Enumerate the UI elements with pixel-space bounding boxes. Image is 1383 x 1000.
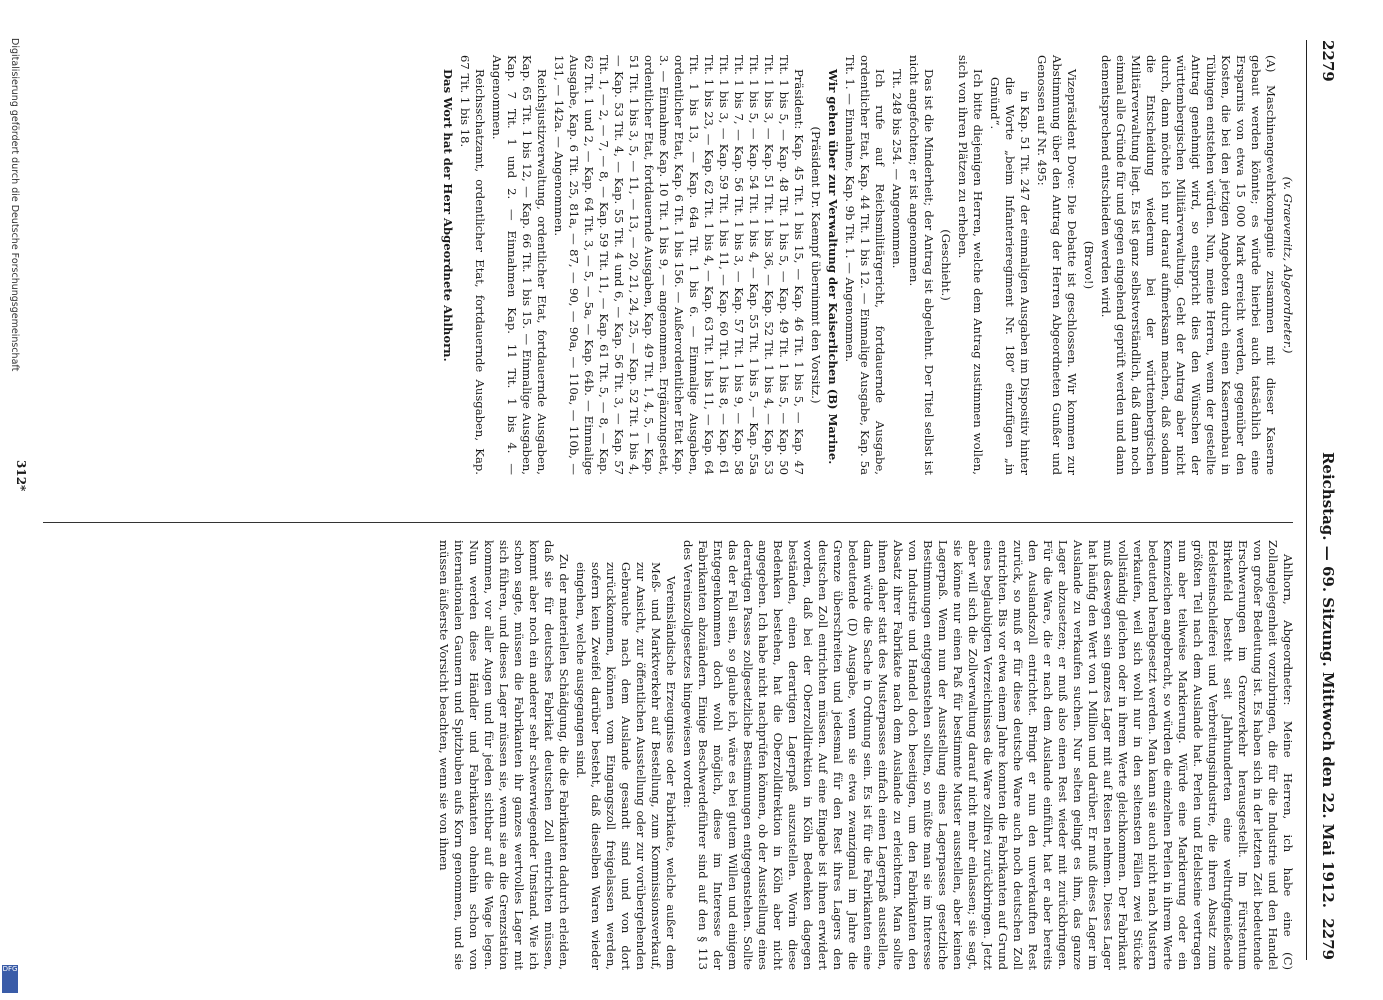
- page-header: [1311, 40, 1341, 960]
- page-number-left: 2279: [1319, 40, 1337, 82]
- digitization-credit: [6, 38, 22, 973]
- paragraph: Das Wort hat der Herr Abgeordnete Ahlhorn.: [441, 69, 455, 362]
- paragraph: Ahlhorn, Abgeordneter: Meine Herren, ich habe eine (C) Zollangelegenheit vorzubringen, die für die Industrie und den Handel von großer Bedeutung ist. Es haben sich in der letzten Zeit bedeutende Erschwerungen im Grenzverkehr herausgestellt. Im Fürstentum Birkenfeld besteht seit Jahrhunderten eine weltrufgenießende Edelsteinschleiferei und Verbreitungsindustrie, die ihren Absatz zum größten Teil nach dem Auslande hat. Perlen und Edelsteine vertragen nun aber teilweise Markierung. Würde eine Markierung oder ein Kennzeichen angebracht, so würden die einzelnen Perlen in ihrem Werte bedeutend herabgesetzt werden. Man kann sie auch nicht nach Mustern verkaufen, weil sich wohl nur in den seltensten Fällen zwei Stücke vollständig gleichen oder in ihrem Werte gleichkommen. Der Fabrikant muß deswegen sein ganzes Lager mit auf Reisen nehmen. Dieses Lager hat häufig den Wert von 1 Million und darüber. Er muß dieses Lager im Auslande zu verkaufen suchen. Nur selten gelingt es ihm, das ganze Lager abzusetzen; er muß also einen Rest wieder mit zurückbringen. Für die Ware, die er nach dem Auslande einführt, hat er aber bereits den Auslandszoll entrichtet. Bringt er nun den unverkauften Rest zurück, so muß er für diese deutsche Ware auch noch deutschen Zoll entrichten. Bis vor etwa einem Jahre konnten die Fabrikanten auf Grund eines beglaubigten Verzeichnisses die Ware zollfrei zurückbringen. Jetzt aber will sich die Zollverwaltung darauf nicht mehr einlassen; sie sagt, sie könne nur einen Paß für bestimmte Muster ausstellen, aber keinen Lagerpaß. Wenn nun der Ausstellung eines Lagerpasses gesetzliche Bestimmungen entgegenstehen sollten, so müßte man sie im Interesse von Industrie und Handel doch beseitigen, um den Fabrikanten den Absatz ihrer Fabrikate nach dem Auslande zu erleichtern. Man sollte ihnen daher statt des Musterpasses einfach einen Lagerpaß ausstellen, dann würde die Sache in Ordnung sein. Es ist für die Fabrikanten eine bedeutende (D) Ausgabe, wenn sie etwa zwanzigmal im Jahre die Grenze überschreiten und jedesmal für den Rest ihres Lagers den deutschen Zoll entrichten müssen. Auf eine Eingabe ist ihnen erwidert worden, daß bei der Oberzolldirektion in Köln Bedenken dagegen beständen, einen derartigen Lagerpaß auszustellen. Worin diese Bedenken bestehen, hat die Oberzolldirektion in Köln aber nicht angegeben. Ich habe nicht nachprüfen können, ob der Ausstellung eines derartigen Passes zollgesetzliche Bestimmungen entgegenstehen. Sollte das der Fall sein, so glaube ich, wäre es bei gutem Willen und einigem Entgegenkommen doch wohl möglich, diese im Interesse der Fabrikanten abzuändern. Einige Beschwerdeführer sind auf den § 113 des Vereinszollgesetzes hingewiesen worden:: [681, 540, 1295, 970]
- page-number-right: 2279: [1319, 918, 1337, 960]
- speaker-tag: (v. Graevenitz, Abgeordneter.): [1281, 176, 1295, 354]
- paragraph: Zu der materiellen Schädigung, die die Fabrikanten dadurch erleiden, daß sie für deutsches Fabrikat deutschen Zoll entrichten müssen, kommt aber noch ein anderer sehr schwerwiegender Umstand. Wie ich schon sagte, müssen die Fabrikanten ihr ganzes wertvolles Lager mit sich führen, und dieses Lager müssen sie, wenn sie an die Grenzstation kommen, vor aller Augen und für jeden sichtbar auf die Wage legen. Nun werden diese Händler und Fabrikanten ohnehin schon von internationalen Gaunern und Spitzbuben aufs Korn genommen, und sie müssen äußerste Vorsicht beachten, wenn sie von ihnen: [437, 540, 571, 970]
- paragraph: Ich bitte diejenigen Herren, welche dem Antrag zustimmen wollen, sich von ihren Plätzen zu erheben.: [956, 55, 985, 475]
- column-right: [438, 55, 1295, 475]
- credit-text: Digitalisierung gefördert durch die Deutsche Forschungsgemeinschaft: [9, 38, 20, 372]
- paragraph: Wir gehen über zur Verwaltung der Kaiserlichen (B) Marine.: [826, 69, 840, 465]
- header-rule: [1306, 40, 1307, 960]
- interjection: (Bravo!): [1082, 240, 1096, 290]
- interjection: (Geschieht.): [939, 229, 953, 301]
- paragraph: Präsident: Kap. 45 Tit. 1 bis 15, — Kap. 46 Tit. 1 bis 5, — Kap. 47 Tit. 1 bis 5, — Kap. 48 Tit. 1 bis 5, — Kap. 49 Tit. 1 bis 5, — Kap. 50 Tit. 1 bis 3, — Kap. 51 Tit. 1 bis 36, — Kap. 52 Tit. 1 bis 4, — Kap. 53 Tit. 1 bis 5, — Kap. 54 Tit. 1 bis 4, — Kap. 55 Tit. 1 bis 5, — Kap. 55a Tit. 1 bis 7, — Kap. 56 Tit. 1 bis 3, — Kap. 57 Tit. 1 bis 9, — Kap. 58 Tit. 1 bis 3, — Kap. 59 Tit. 1 bis 11, — Kap. 60 Tit. 1 bis 8, — Kap. 61 Tit. 1 bis 23, — Kap. 62 Tit. 1 bis 4, — Kap. 63 Tit. 1 bis 11, — Kap. 64 Tit. 1 bis 13, — Kap. 64a Tit. 1 bis 6. — Einmalige Ausgaben, ordentlicher Etat, Kap. 6 Tit. 1 bis 156. — Außerordentlicher Etat Kap. 3. — Einnahme Kap. 10 Tit. 1 bis 9, — angenommen. Ergänzungsetat, ordentlicher Etat, fortdauernde Ausgaben, Kap. 49 Tit. 1, 4, 5, — Kap. 51 Tit. 1 bis 3, 5, — 11, — 13, — 20, 21, 24, 25, — Kap. 52 Tit. 1 bis 4, — Kap. 53 Tit. 4, — Kap. 55 Tit. 4 und 6, — Kap. 56 Tit. 3, — Kap. 57 Tit. 1, — 2, — 7, — 8, — Kap. 59 Tit. 11, — Kap. 61 Tit. 5, — 8, — Kap. 62 Tit. 1 und 2, — Kap. 64 Tit. 3, — 5, — 5a, — Kap. 64b. — Einmalige Ausgabe, Kap. 6 Tit. 25, 81a, — 87, — 90, — 90a, — 110a, — 110b, — 131, — 142a. — Angenommen.: [552, 55, 806, 475]
- column-left: [434, 540, 1295, 970]
- paragraph: Tit. 248 bis 254. — Angenommen.: [890, 69, 904, 269]
- dfg-logo-icon: [2, 965, 18, 993]
- logo-text: DFG: [2, 965, 18, 973]
- paragraph: Reichsschatzamt, ordentlicher Etat, fortdauernde Ausgaben, Kap. 67 Tit. 1 bis 18.: [458, 55, 487, 475]
- header-title: Reichstag. — 69. Sitzung. Mittwoch den 22. Mai 1912.: [1319, 451, 1337, 909]
- paragraph: Das ist die Minderheit; der Antrag ist abgelehnt. Der Titel selbst ist nicht angefochten; er ist angenommen.: [907, 55, 936, 475]
- quoted-paragraph: Vereinsländische Erzeugnisse oder Fabrikate, welche außer dem Meß- und Marktverkehr auf Bestellung, zum Kommissionsverkauf, zur Ansicht, zur öffentlichen Ausstellung oder zur vorübergehenden Gebrauche nach dem Auslande gesandt sind und von dort zurückkommen, können vom Eingangszoll freigelassen werden, sofern kein Zweifel darüber besteht, daß dieselben Waren wieder eingehen, welche ausgegangen sind.: [574, 562, 678, 970]
- paragraph: in Kap. 51 Tit. 247 der einmaligen Ausgaben im Dispositiv hinter die Worte „beim Infanterieregiment Nr. 180“ einzufügen „in Gmünd“.: [988, 77, 1032, 475]
- paragraph: Reichsjustizverwaltung, ordentlicher Etat, fortdauernde Ausgaben, Kap. 65 Tit. 1 bis 12, — Kap. 66 Tit. 1 bis 15. — Einmalige Ausgaben, Kap. 7 Tit. 1 und 2. — Einnahmen Kap. 11 Tit. 1 bis 4. — Angenommen.: [490, 55, 549, 475]
- paragraph: Ich rufe auf Reichsmilitärgericht, fortdauernde Ausgabe, ordentlicher Etat, Kap. 44 Tit. 1 bis 12. — Einmalige Ausgabe, Kap. 5a Tit. 1. — Einnahme, Kap. 9b Tit. 1. — Angenommen.: [843, 55, 887, 475]
- column-divider: [43, 522, 1293, 523]
- page-mark: 312*: [14, 460, 28, 492]
- interjection: (Präsident Dr. Kaempf übernimmt den Vorsitz.): [809, 126, 823, 404]
- paragraph: Vizepräsident Dove: Die Debatte ist geschlossen. Wir kommen zur Abstimmung über den Antrag der Herren Abgeordneten Gunßer und Genossen auf Nr. 495:: [1035, 55, 1079, 475]
- paragraph: (A) Maschinengewehrkompagnie zusammen mit dieser Kaserne gebaut werden könnte; es würde hierbei auch tatsächlich eine Ersparnis von etwa 15 000 Mark erreicht werden, gegenüber den Kosten, die bei den jetzigen Angeboten durch einen Kasernenbau in Tübingen entstehen würden. Nun, meine Herren, wenn der gestellte Antrag genehmigt wird, so entspricht dies den Wünschen der württembergischen Militärverwaltung. Geht der Antrag aber nicht durch, dann möchte ich nur darauf aufmerksam machen, daß sodann die Entscheidung wiederum bei der württembergischen Militärverwaltung liegt. Es ist ganz selbstverständlich, daß dann noch einmal alle Gründe für und gegen eingehend geprüft werden und dann dementsprechend entschieden werden wird.: [1099, 55, 1278, 475]
